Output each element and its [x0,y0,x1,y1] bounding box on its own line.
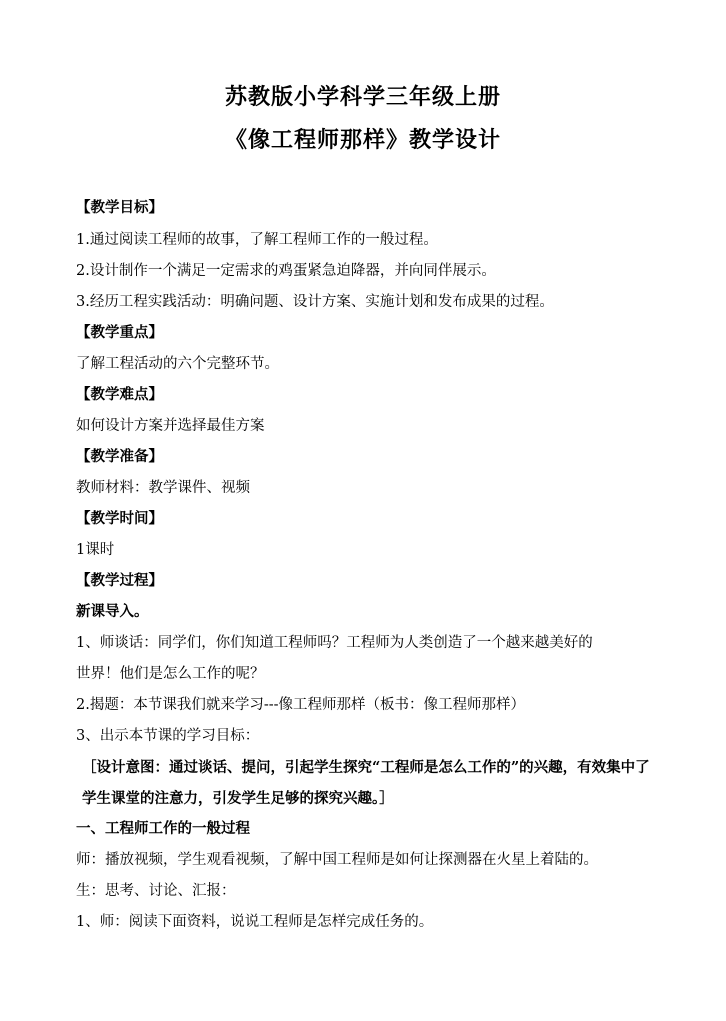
document-subtitle: 《像工程师那样》教学设计 [224,127,501,153]
time-text: 1课时 [76,542,115,558]
design-intent-note: ［设计意图：通过谈话、提问，引起学生探究“工程师是怎么工作的”的兴趣，有效集中了学生课堂的注意力，引发学生足够的探究兴趣。］ [82,759,650,807]
part1-item-3: 1、师：阅读下面资料，说说工程师是怎样完成任务的。 [76,914,434,930]
goal-item-1: 1.通过阅读工程师的故事，了解工程师工作的一般过程。 [76,232,438,248]
intro-item-1: 1、师谈话：同学们，你们知道工程师吗？工程师为人类创造了一个越来越美好的 [76,635,593,651]
time-heading: 【教学时间】 [76,510,163,527]
part1-item-2: 生：思考、讨论、汇报： [76,883,236,899]
difficulty-heading: 【教学难点】 [76,386,163,403]
intro-item-2: 2.揭题：本节课我们就来学习---像工程师那样（板书：像工程师那样） [76,697,526,713]
key-point-text: 了解工程活动的六个完整环节。 [76,356,279,372]
document-title: 苏教版小学科学三年级上册 [224,84,501,110]
goal-item-2: 2.设计制作一个满足一定需求的鸡蛋紧急迫降器，并向同伴展示。 [76,263,496,279]
key-point-heading: 【教学重点】 [76,324,163,341]
preparation-text: 教师材料：教学课件、视频 [76,480,250,496]
intro-item-1-continued: 世界！他们是怎么工作的呢？ [76,666,265,682]
part1-heading: 一、工程师工作的一般过程 [76,820,250,837]
process-heading: 【教学过程】 [76,572,163,589]
part1-item-1: 师：播放视频，学生观看视频，了解中国工程师是如何让探测器在火星上着陆的。 [76,852,598,868]
goals-heading: 【教学目标】 [76,199,163,216]
difficulty-text: 如何设计方案并选择最佳方案 [76,418,265,434]
goal-item-3: 3.经历工程实践活动：明确问题、设计方案、实施计划和发布成果的过程。 [76,294,554,310]
intro-heading: 新课导入。 [76,603,149,620]
intro-item-3: 3、出示本节课的学习目标： [76,728,260,744]
preparation-heading: 【教学准备】 [76,448,163,465]
